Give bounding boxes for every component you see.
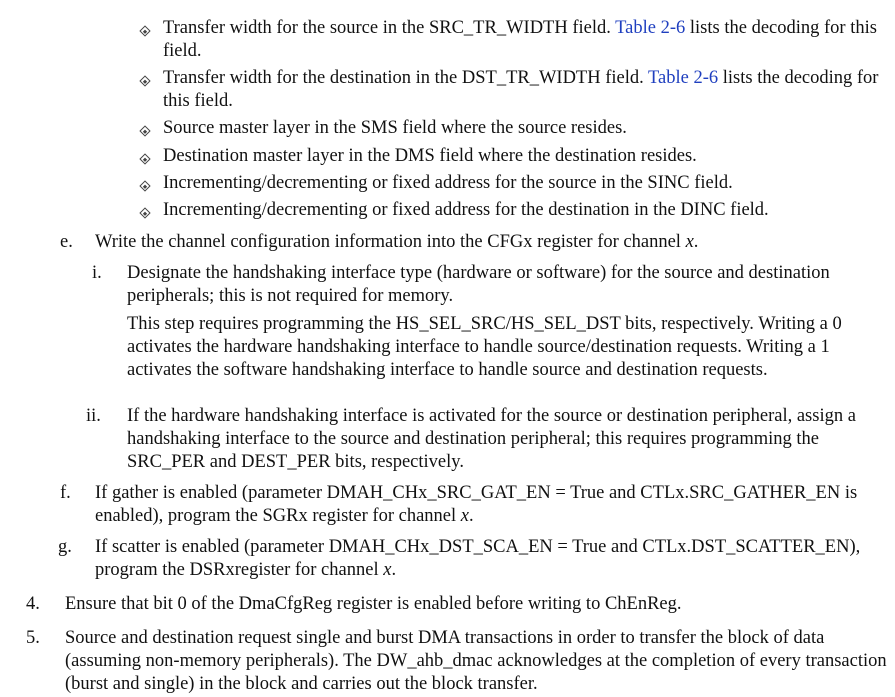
step-text: Source and destination request single and burst DMA transactions in order to transfer the block of data (assuming non-memory peripherals). The DW_ahb_dmac acknowledges at the completion of every transaction (burst and single) in the block and carries out the block transfer. [65, 628, 887, 694]
step-text-main: Write the channel configuration information into the CFGx register for channel [95, 232, 686, 252]
substep-marker: i. [92, 263, 102, 283]
diamond-bullet-icon [139, 207, 150, 218]
bullet-text-post: lists the decoding for this field. [163, 68, 879, 111]
channel-variable: x [685, 232, 694, 252]
diamond-bullet-icon [139, 125, 150, 136]
diamond-bullet-icon [139, 153, 150, 164]
substep-text [127, 262, 887, 382]
bullet-text: Destination master layer in the DMS field where the destination resides. [163, 146, 697, 166]
step-text-end: . [391, 560, 397, 580]
bullet-text-post: lists the decoding for this field. [163, 18, 877, 61]
step-marker: e. [60, 232, 73, 252]
bullet-text: Incrementing/decrementing or fixed address for the source in the SINC field. [163, 173, 733, 193]
step-text-main: If scatter is enabled (parameter DMAH_CHx_DST_SCA_EN = True and CTLx.DST_SCATTER_EN), program the DSRxregister for channel [95, 537, 861, 580]
step-text [95, 482, 887, 528]
bullet-text: Source master layer in the SMS field where the source resides. [163, 118, 627, 138]
step-marker: f. [60, 483, 71, 503]
substep-paragraph-2: This step requires programming the HS_SEL_SRC/HS_SEL_DST bits, respectively. Writing a 0 activates the hardware handshaking interface to handle source/destination requests. Writing a 1 activates the software handshaking interface to handle source and destination requests. [127, 314, 842, 380]
step-marker: 5. [26, 628, 40, 648]
step-text-end: . [693, 232, 699, 252]
bullet-text [163, 67, 887, 113]
substep-paragraph: Designate the handshaking interface type (hardware or software) for the source and destination peripherals; this is not required for memory. [127, 263, 830, 306]
bullet-text: Incrementing/decrementing or fixed address for the destination in the DINC field. [163, 200, 769, 220]
diamond-bullet-icon [139, 180, 150, 191]
diamond-bullet-icon [139, 75, 150, 86]
step-marker: 4. [26, 594, 40, 614]
table-link[interactable]: Table 2-6 [615, 18, 686, 38]
step-marker: g. [58, 537, 72, 557]
bullet-text-pre: Transfer width for the destination in the DST_TR_WIDTH field. [163, 68, 649, 88]
substep-text: If the hardware handshaking interface is activated for the source or destination peripheral, assign a handshaking interface to the source and destination peripheral; this requires programming the SRC_PER and DEST_PER bits, respectively. [127, 406, 856, 472]
step-text: Ensure that bit 0 of the DmaCfgReg register is enabled before writing to ChEnReg. [65, 594, 682, 614]
channel-variable: x [383, 560, 392, 580]
bullet-text-pre: Transfer width for the source in the SRC_TR_WIDTH field. [163, 18, 616, 38]
substep-marker: ii. [86, 406, 101, 426]
step-text-main: If gather is enabled (parameter DMAH_CHx_SRC_GAT_EN = True and CTLx.SRC_GATHER_EN is enabled), program the SGRx register for channel [95, 483, 858, 526]
step-text-end: . [468, 506, 474, 526]
channel-variable: x [460, 506, 469, 526]
diamond-bullet-icon [139, 25, 150, 36]
step-text [95, 536, 887, 582]
step-text [95, 231, 887, 254]
bullet-text [163, 17, 887, 63]
table-link[interactable]: Table 2-6 [648, 68, 719, 88]
